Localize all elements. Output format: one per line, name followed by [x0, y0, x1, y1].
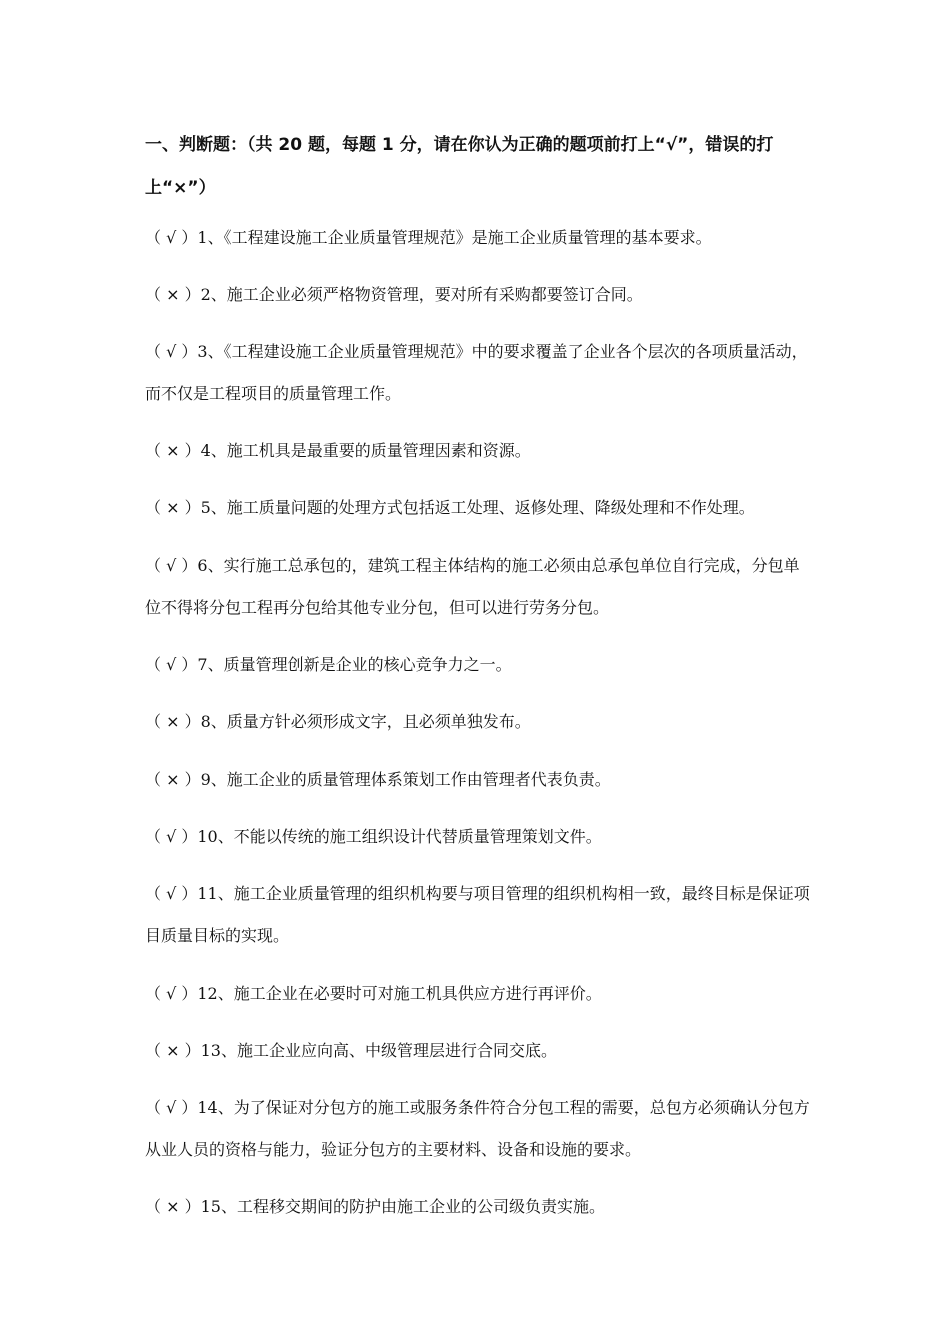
answer-mark: （ × ）	[145, 1041, 201, 1060]
question-number: 9	[200, 770, 211, 789]
question-item	[145, 217, 815, 259]
question-text: 、《工程建设施工企业质量管理规范》中的要求覆盖了企业各个层次的各项质量活动，而不仅是工程项目的质量管理工作。	[145, 342, 808, 403]
question-item	[145, 1186, 815, 1228]
answer-mark: （ × ）	[145, 441, 201, 460]
answer-mark: （ √ ）	[145, 342, 198, 361]
question-text: 、《工程建设施工企业质量管理规范》是施工企业质量管理的基本要求。	[207, 228, 712, 247]
question-number: 5	[200, 498, 211, 517]
answer-mark: （ √ ）	[145, 984, 198, 1003]
question-item	[145, 274, 815, 316]
question-number: 7	[197, 655, 208, 674]
question-item	[145, 973, 815, 1015]
question-item	[145, 487, 815, 529]
question-item	[145, 701, 815, 743]
question-item	[145, 816, 815, 858]
question-number: 6	[197, 556, 208, 575]
question-number: 15	[200, 1197, 221, 1216]
answer-mark: （ √ ）	[145, 1098, 198, 1117]
question-number: 11	[197, 884, 218, 903]
question-text: 、质量管理创新是企业的核心竞争力之一。	[207, 655, 512, 674]
answer-mark: （ √ ）	[145, 556, 198, 575]
question-number: 13	[200, 1041, 221, 1060]
answer-mark: （ × ）	[145, 285, 201, 304]
question-text: 、施工企业在必要时可对施工机具供应方进行再评价。	[217, 984, 602, 1003]
question-number: 1	[197, 228, 208, 247]
question-text: 、为了保证对分包方的施工或服务条件符合分包工程的需要，总包方必须确认分包方从业人员的资格与能力，验证分包方的主要材料、设备和设施的要求。	[145, 1098, 810, 1159]
question-item	[145, 873, 815, 957]
question-text: 、施工质量问题的处理方式包括返工处理、返修处理、降级处理和不作处理。	[210, 498, 755, 517]
question-text: 、质量方针必须形成文字，且必须单独发布。	[210, 712, 531, 731]
answer-mark: （ √ ）	[145, 228, 198, 247]
question-item	[145, 1087, 815, 1171]
question-item	[145, 759, 815, 801]
answer-mark: （ × ）	[145, 498, 201, 517]
answer-mark: （ √ ）	[145, 884, 198, 903]
question-number: 14	[197, 1098, 218, 1117]
question-number: 4	[200, 441, 211, 460]
question-number: 12	[197, 984, 218, 1003]
question-number: 8	[200, 712, 211, 731]
answer-mark: （ × ）	[145, 770, 201, 789]
question-text: 、工程移交期间的防护由施工企业的公司级负责实施。	[220, 1197, 605, 1216]
question-text: 、施工企业质量管理的组织机构要与项目管理的组织机构相一致，最终目标是保证项目质量目标的实现。	[145, 884, 810, 945]
question-item	[145, 1030, 815, 1072]
question-number: 3	[197, 342, 208, 361]
question-text: 、施工企业必须严格物资管理，要对所有采购都要签订合同。	[210, 285, 643, 304]
question-item	[145, 545, 815, 629]
question-text: 、施工企业的质量管理体系策划工作由管理者代表负责。	[210, 770, 611, 789]
question-item	[145, 430, 815, 472]
question-item	[145, 331, 815, 415]
question-number: 10	[197, 827, 218, 846]
question-item	[145, 644, 815, 686]
answer-mark: （ √ ）	[145, 655, 198, 674]
question-text: 、施工机具是最重要的质量管理因素和资源。	[210, 441, 531, 460]
question-number: 2	[200, 285, 211, 304]
answer-mark: （ × ）	[145, 1197, 201, 1216]
question-text: 、不能以传统的施工组织设计代替质量管理策划文件。	[217, 827, 602, 846]
question-text: 、实行施工总承包的，建筑工程主体结构的施工必须由总承包单位自行完成，分包单位不得将分包工程再分包给其他专业分包，但可以进行劳务分包。	[145, 556, 800, 617]
answer-mark: （ √ ）	[145, 827, 198, 846]
section-title: 一、判断题：（共 20 题，每题 1 分，请在你认为正确的题项前打上“√”，错误的打上“×”）	[145, 135, 774, 198]
question-text: 、施工企业应向高、中级管理层进行合同交底。	[220, 1041, 557, 1060]
answer-mark: （ × ）	[145, 712, 201, 731]
